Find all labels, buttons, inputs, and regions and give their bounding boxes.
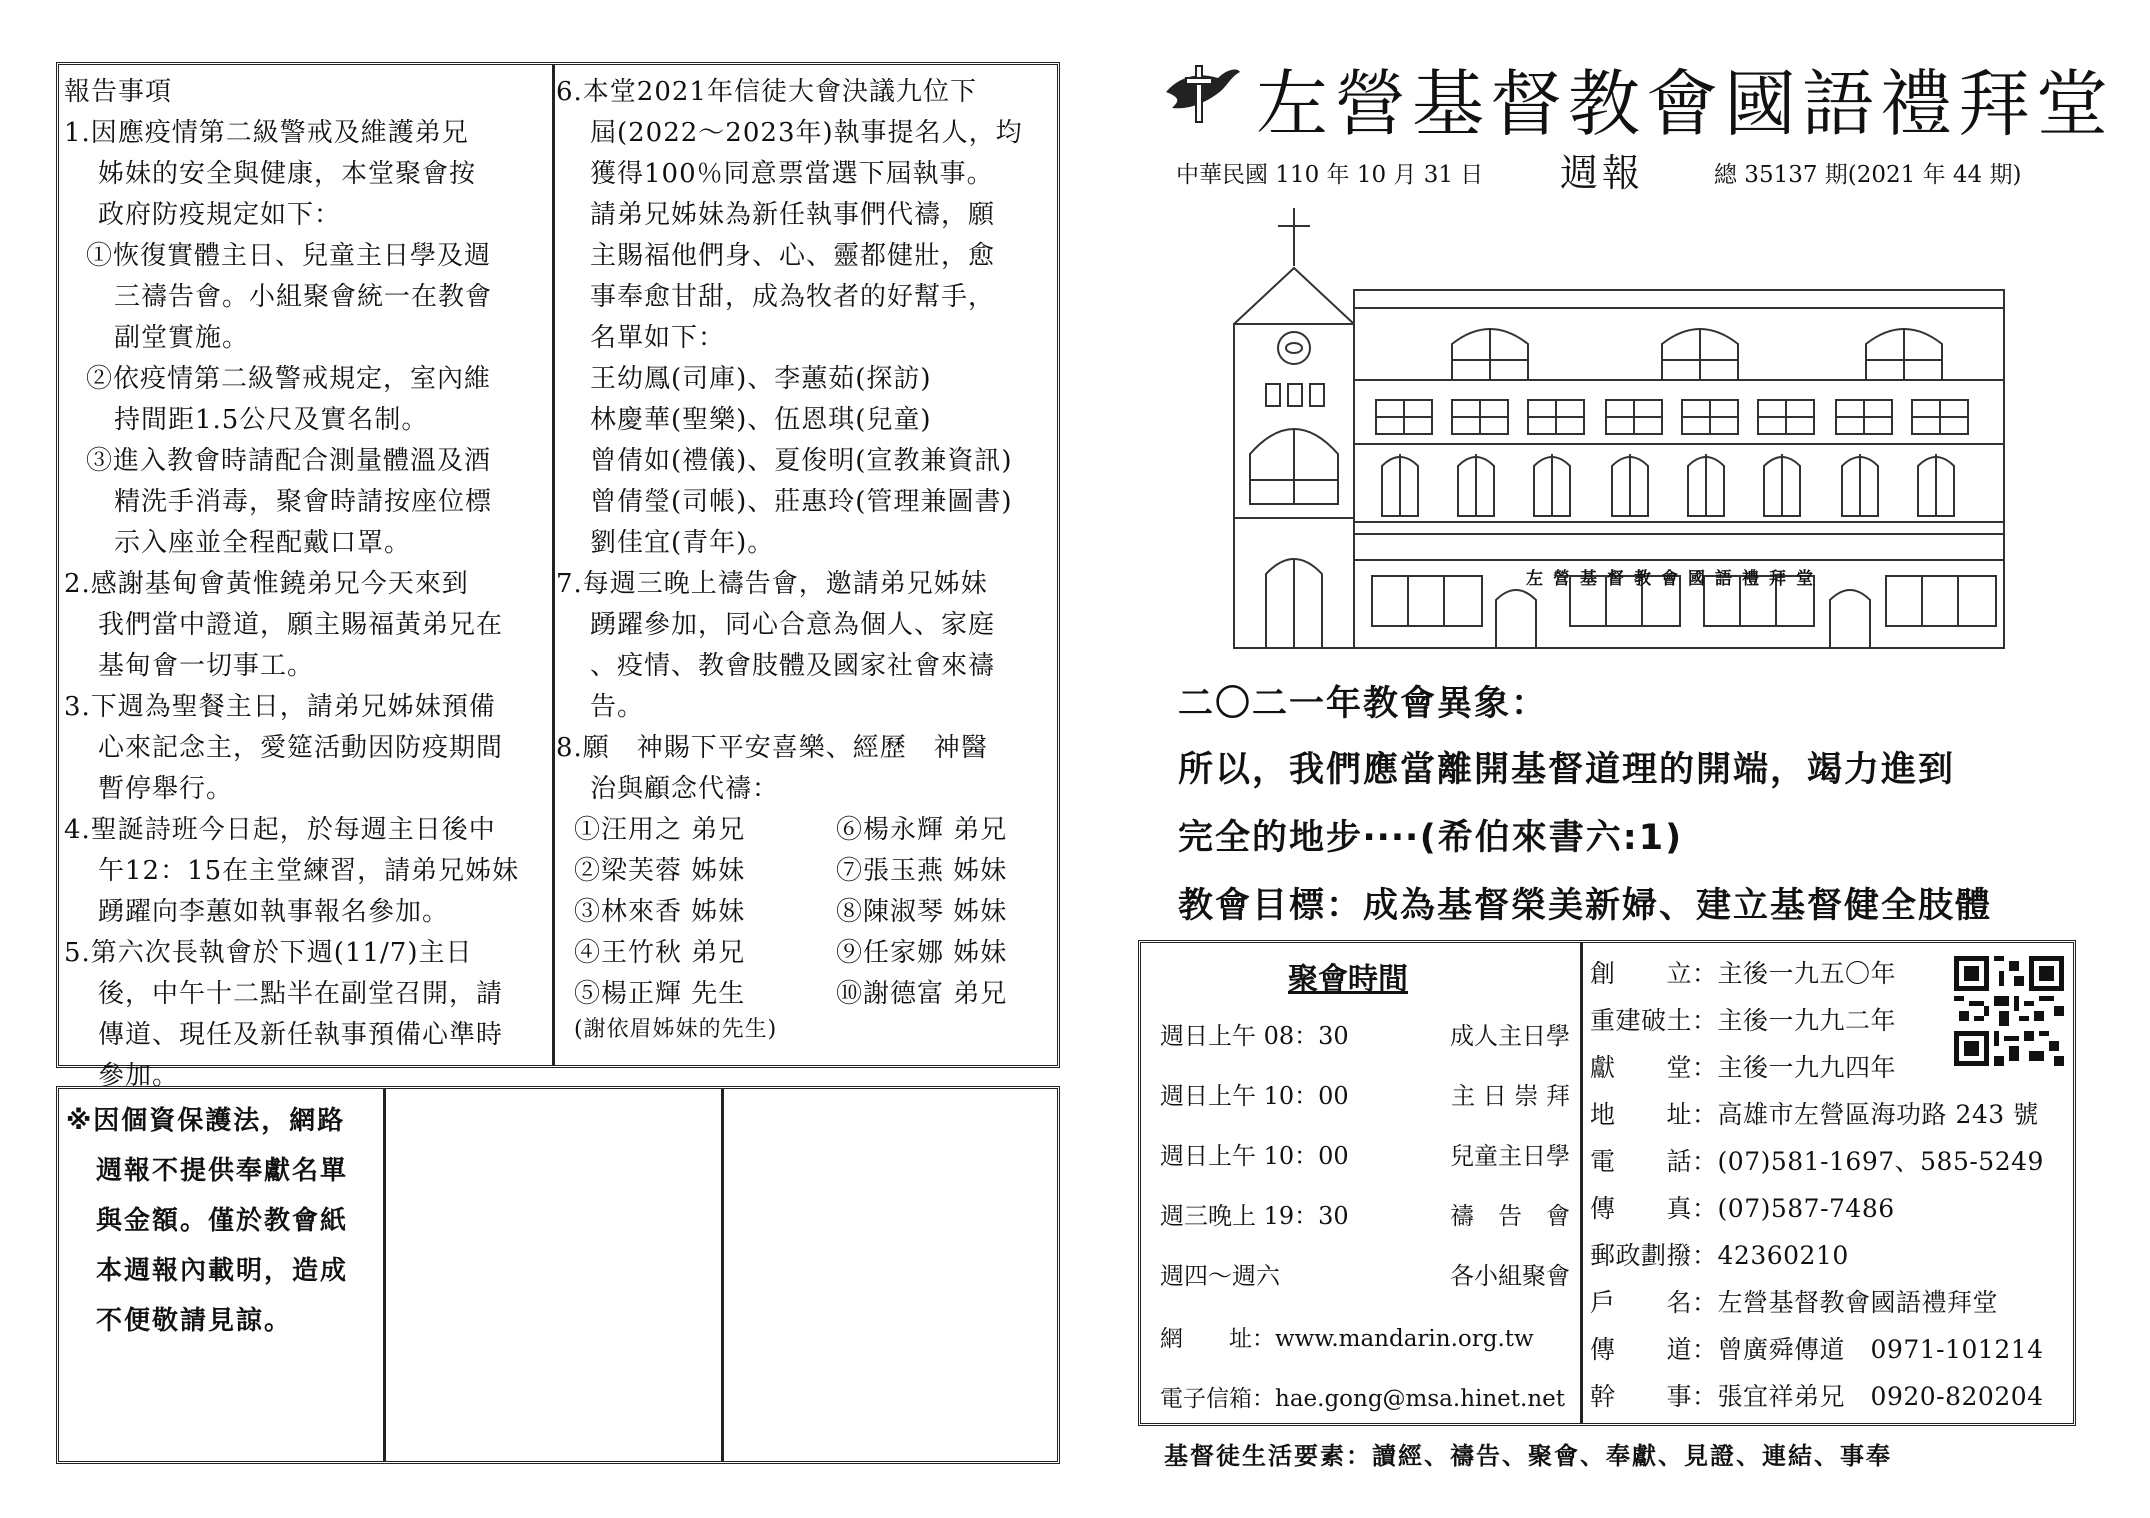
church-info-value: 42360210 [1717,1241,1849,1270]
colon-separator: ： [1692,1006,1718,1035]
prayer-list [556,810,1056,1015]
announcement-line: 、疫情、教會肢體及國家社會來禱 [590,651,996,681]
meeting-row [1160,1256,1570,1316]
qr-code-icon [1954,956,2064,1066]
vision-verse-line1: 所以，我們應當離開基督道理的開端，竭力進到 [1178,750,1956,790]
announcement-line: 參加。 [98,1061,180,1091]
church-info-label: 幹 事 [1590,1382,1693,1411]
meeting-time: 週四～週六 [1160,1262,1280,1290]
colon-separator: ： [1692,1053,1718,1082]
email: 電子信箱：hae.gong@msa.hinet.net [1160,1386,1566,1412]
announcement-line: 曾倩瑩(司帳)、莊惠玲(管理兼圖書) [590,487,1013,517]
church-info-row [1590,1091,2070,1138]
church-info-label: 地 址 [1590,1100,1693,1129]
colon-separator: ： [1692,1147,1718,1176]
prayer-row [574,933,1056,974]
meeting-name: 禱 告 會 [1450,1202,1570,1230]
announcement-line: 6.本堂2021年信徒大會決議九位下 [556,77,977,107]
announcement-line: 傳道、現任及新任執事預備心準時 [98,1020,504,1050]
announcement-line: 主賜福他們身、心、靈都健壯，愈 [590,241,996,271]
announcements-right-list [556,72,1056,810]
announcement-line: 林慶華(聖樂)、伍恩琪(兒童) [590,405,932,435]
announcement-line: 曾倩如(禮儀)、夏俊明(宣教兼資訊) [590,446,1013,476]
church-goal: 教會目標：成為基督榮美新婦、建立基督健全肢體 [1178,886,1993,926]
privacy-line: 本週報內載明，造成 [96,1256,349,1286]
colon-separator: ： [1692,1241,1718,1270]
announcement-line: 三禱告會。小組聚會統一在教會 [114,282,493,312]
announcement-line: 暫停舉行。 [98,774,234,804]
announcement-line: ③進入教會時請配合測量體溫及酒 [86,446,492,476]
meeting-name: 兒童主日學 [1450,1142,1570,1170]
announcement-line: 治與顧念代禱： [590,774,780,804]
meeting-time: 週日上午 10：00 [1160,1082,1349,1110]
vision-verse-line2: 完全的地步‧‧‧‧(希伯來書六:1) [1178,818,1684,858]
announcement-line: 2.感謝基甸會黃惟鐃弟兄今天來到 [64,569,469,599]
announcement-line: 後，中午十二點半在副堂召開，請 [98,979,504,1009]
church-info-label: 郵政劃撥 [1590,1241,1693,1270]
bulletin-date: 中華民國 110 年 10 月 31 日 [1176,162,1484,188]
bulletin-weekly-label: 週報 [1560,151,1645,195]
announcement-line: 劉佳宜(青年)。 [590,528,775,558]
announcement-line: 告。 [590,692,645,722]
meeting-time: 週三晚上 19：30 [1160,1202,1349,1230]
privacy-line: 與金額。僅於教會紙 [96,1206,349,1236]
privacy-notice [66,1096,381,1346]
announcement-line: 副堂實施。 [114,323,250,353]
announcement-line: 名單如下： [590,323,726,353]
prayer-name: ③林來香 姊妹 [574,897,746,927]
church-info-label: 電 話 [1590,1147,1693,1176]
announcement-line: 心來記念主，愛筵活動因防疫期間 [98,733,504,763]
announcements-left-list [64,113,552,1097]
prayer-name: ⑨任家娜 姊妹 [836,938,1008,968]
prayer-name: ⑧陳淑琴 姊妹 [836,897,1008,927]
announcements-right-column [556,72,1056,1045]
prayer-row [574,851,1056,892]
meeting-row [1160,1076,1570,1136]
privacy-line: ※因個資保護法，網路 [66,1106,346,1136]
announcement-line: 精洗手消毒，聚會時請按座位標 [114,487,493,517]
meeting-time: 週日上午 08：30 [1160,1022,1349,1050]
prayer-row [574,974,1056,1015]
building-sign: 左營基督教會國語禮拜堂 [1526,569,1823,589]
announcement-line: 示入座並全程配戴口罩。 [114,528,412,558]
announcement-line: 4.聖誕詩班今日起，於每週主日後中 [64,815,496,845]
meeting-name: 主 日 崇 拜 [1451,1082,1570,1110]
church-info-label: 創 立 [1590,959,1693,988]
church-info-value: 高雄市左營區海功路 243 號 [1717,1100,2039,1129]
prayer-name: ⑥楊永輝 弟兄 [836,815,1008,845]
church-info-value: (07)587-7486 [1717,1194,1895,1223]
announcements-heading: 報告事項 [64,77,173,107]
church-info-label: 傳 真 [1590,1194,1693,1223]
colon-separator: ： [1692,1382,1718,1411]
announcement-line: 獲得100％同意票當選下屆執事。 [590,159,994,189]
announcement-line: 8.願 神賜下平安喜樂、經歷 神醫 [556,733,988,763]
announcement-line: 5.第六次長執會於下週(11/7)主日 [64,938,473,968]
bulletin-issue: 總 35137 期(2021 年 44 期) [1714,162,2022,188]
colon-separator: ： [1692,959,1718,988]
prayer-row [574,892,1056,933]
meeting-times-list [1160,1016,1570,1316]
announcement-line: ②依疫情第二級警戒規定，室內維 [86,364,492,394]
info-divider [1580,942,1583,1424]
church-building-illustration [1226,204,2010,656]
church-info-value: 曾廣舜傳道 0971-101214 [1717,1335,2044,1364]
announcement-line: ①恢復實體主日、兒童主日學及週 [86,241,492,271]
meeting-row [1160,1136,1570,1196]
church-logo [1162,62,1242,126]
church-info-row [1590,1373,2070,1420]
church-info-label: 重建破土 [1590,1006,1693,1035]
church-info-label: 傳 道 [1590,1335,1693,1364]
privacy-divider-1 [383,1088,386,1462]
vision-heading: 二〇二一年教會異象： [1178,684,1549,724]
meeting-time: 週日上午 10：00 [1160,1142,1349,1170]
prayer-name: ⑤楊正輝 先生 [574,979,746,1009]
announcement-line: 1.因應疫情第二級警戒及維護弟兄 [64,118,469,148]
church-info-value: 主後一九九二年 [1717,1006,1897,1035]
church-info-row [1590,1185,2070,1232]
church-info-row [1590,1326,2070,1373]
announcements-divider [552,64,555,1066]
colon-separator: ： [1692,1100,1718,1129]
privacy-line: 不便敬請見諒。 [96,1306,293,1336]
meeting-name: 成人主日學 [1450,1022,1570,1050]
qr-code[interactable] [1954,956,2064,1066]
prayer-note: (謝依眉姊妹的先生) [574,1017,778,1042]
colon-separator: ： [1692,1194,1718,1223]
dove-cross-icon [1162,62,1242,126]
church-info-value: 主後一九九四年 [1717,1053,1897,1082]
meeting-name: 各小組聚會 [1450,1262,1570,1290]
announcement-line: 姊妹的安全與健康，本堂聚會按 [98,159,477,189]
privacy-line: 週報不提供奉獻名單 [96,1156,349,1186]
church-info-label: 戶 名 [1590,1288,1693,1317]
announcement-line: 3.下週為聖餐主日，請弟兄姊妹預備 [64,692,496,722]
announcement-line: 踴躍參加，同心合意為個人、家庭 [590,610,996,640]
prayer-name: ①汪用之 弟兄 [574,815,746,845]
announcement-line: 午12：15在主堂練習，請弟兄姊妹 [98,856,520,886]
prayer-name: ⑦張玉燕 姊妹 [836,856,1008,886]
meeting-row [1160,1196,1570,1256]
colon-separator: ： [1692,1288,1718,1317]
announcement-line: 事奉愈甘甜，成為牧者的好幫手， [590,282,996,312]
announcements-left-column [64,72,552,1097]
announcement-line: 我們當中證道，願主賜福黃弟兄在 [98,610,504,640]
announcement-line: 踴躍向李蕙如執事報名參加。 [98,897,450,927]
church-info-row [1590,1232,2070,1279]
announcement-line: 基甸會一切事工。 [98,651,315,681]
privacy-divider-2 [721,1088,724,1462]
prayer-row [574,810,1056,851]
church-info-row [1590,1279,2070,1326]
prayer-name: ④王竹秋 弟兄 [574,938,746,968]
church-info-label: 獻 堂 [1590,1053,1693,1082]
website: 網 址：www.mandarin.org.tw [1160,1326,1534,1352]
church-info-value: 主後一九五〇年 [1717,959,1897,988]
prayer-name: ②梁芙蓉 姊妹 [574,856,746,886]
announcement-line: 屆(2022～2023年)執事提名人，均 [590,118,1023,148]
announcement-line: 請弟兄姊妹為新任執事們代禱，願 [590,200,996,230]
church-info-row [1590,1138,2070,1185]
church-info-value: 張宜祥弟兄 0920-820204 [1717,1382,2044,1411]
church-info-value: 左營基督教會國語禮拜堂 [1717,1288,1999,1317]
announcement-line: 王幼鳳(司庫)、李蕙茹(探訪) [590,364,932,394]
christian-life-footer: 基督徒生活要素：讀經、禱告、聚會、奉獻、見證、連結、事奉 [1164,1442,1892,1470]
announcement-line: 政府防疫規定如下： [98,200,342,230]
announcement-line: 7.每週三晚上禱告會，邀請弟兄姊妹 [556,569,988,599]
meeting-row [1160,1016,1570,1076]
colon-separator: ： [1692,1335,1718,1364]
church-info-value: (07)581-1697、585-5249 [1717,1147,2044,1176]
prayer-name: ⑩謝德富 弟兄 [836,979,1008,1009]
announcement-line: 持間距1.5公尺及實名制。 [114,405,429,435]
church-title: 左營基督教會國語禮拜堂 [1256,62,2115,146]
meeting-times-title: 聚會時間 [1288,962,1408,997]
